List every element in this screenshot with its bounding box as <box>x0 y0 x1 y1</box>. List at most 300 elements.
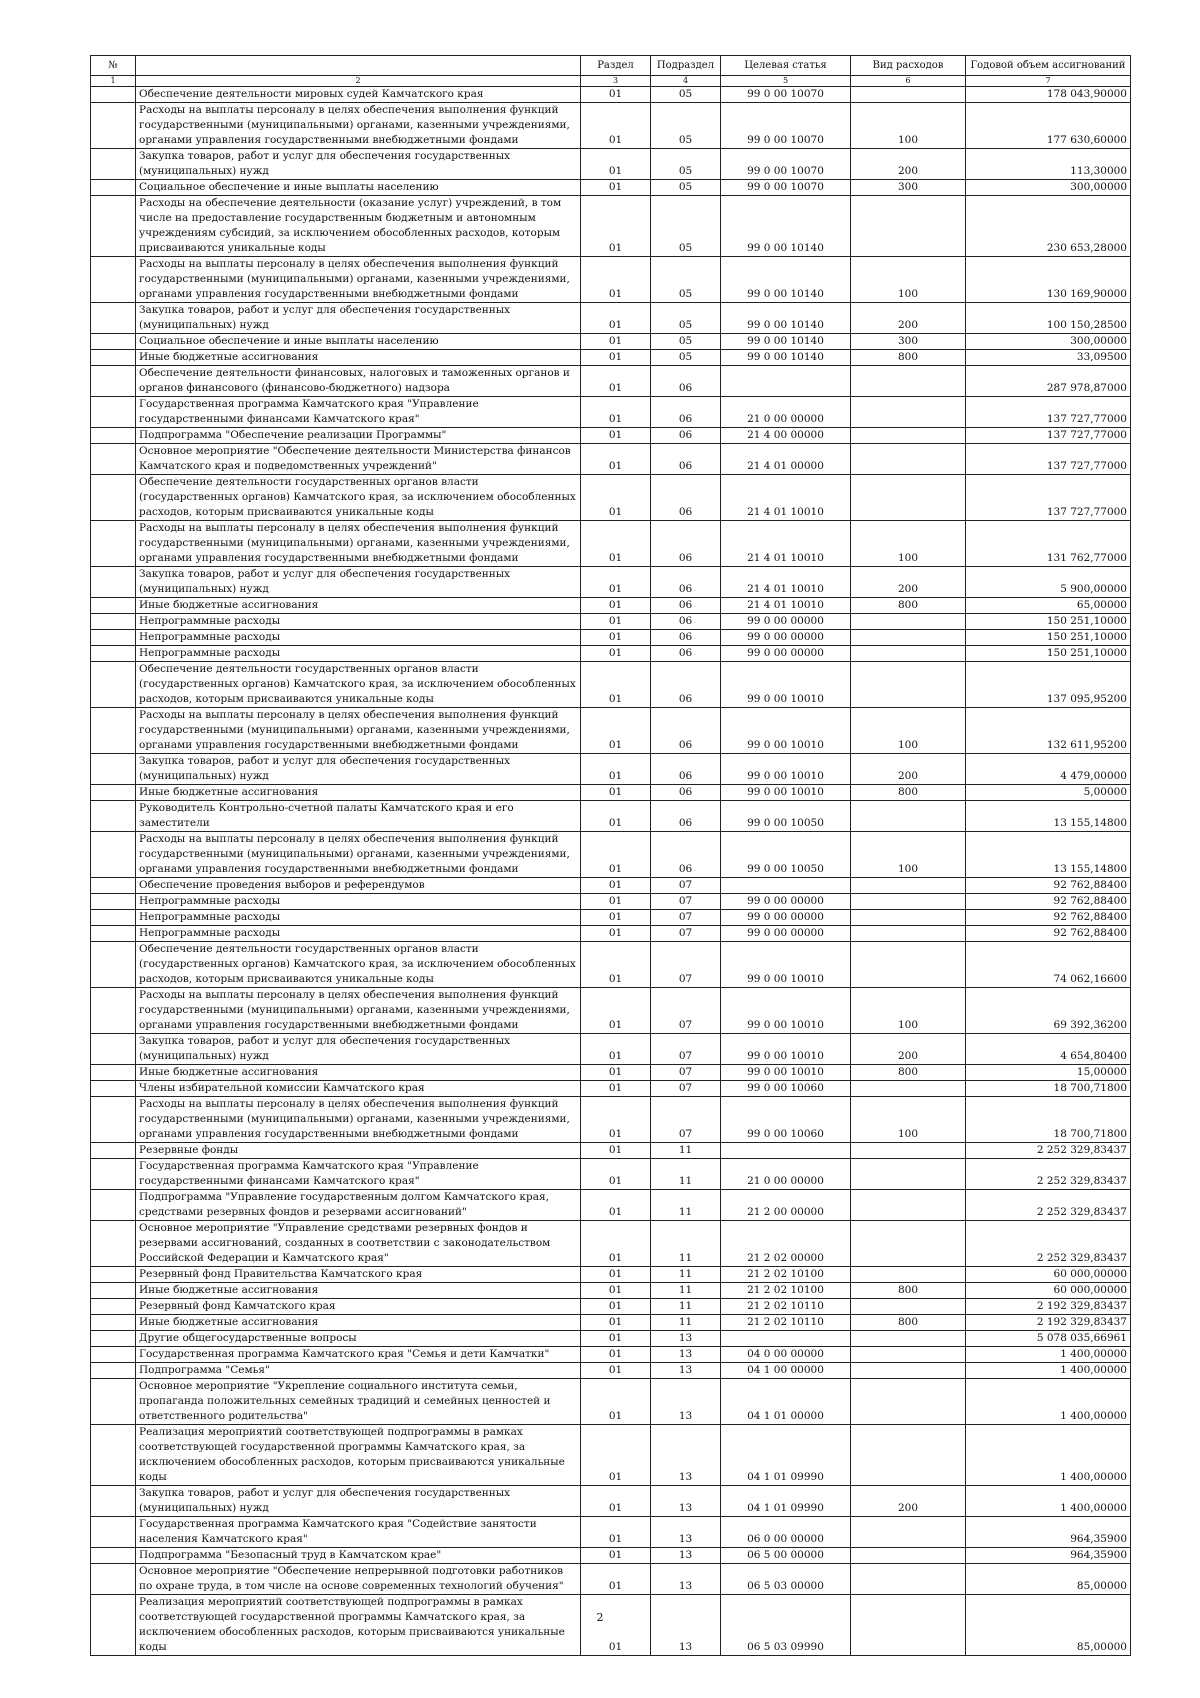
cell-amount: 964,35900 <box>966 1548 1131 1564</box>
cell-name: Иные бюджетные ассигнования <box>136 598 581 614</box>
table-row <box>91 1517 1131 1548</box>
cell-target: 99 0 00 00000 <box>721 926 851 942</box>
cell-target: 99 0 00 10060 <box>721 1097 851 1143</box>
cell-amount: 2 252 329,83437 <box>966 1221 1131 1267</box>
cell-podrazdel: 13 <box>651 1347 721 1363</box>
cell-amount: 92 762,88400 <box>966 926 1131 942</box>
cell-vid: 100 <box>851 257 966 303</box>
cell-razdel: 01 <box>581 754 651 785</box>
table-row <box>91 894 1131 910</box>
cell-podrazdel: 05 <box>651 334 721 350</box>
cell-razdel: 01 <box>581 614 651 630</box>
cell-razdel: 01 <box>581 521 651 567</box>
table-row <box>91 785 1131 801</box>
cell-amount: 92 762,88400 <box>966 894 1131 910</box>
cell-num <box>91 257 136 303</box>
cell-razdel: 01 <box>581 1081 651 1097</box>
cell-amount: 130 169,90000 <box>966 257 1131 303</box>
cell-num <box>91 1159 136 1190</box>
cell-amount: 2 192 329,83437 <box>966 1299 1131 1315</box>
cell-vid <box>851 1363 966 1379</box>
cell-podrazdel: 06 <box>651 646 721 662</box>
header-col-number: 6 <box>851 76 966 87</box>
cell-name: Закупка товаров, работ и услуг для обеспечения государственных (муниципальных) нужд <box>136 1034 581 1065</box>
header-name <box>136 56 581 76</box>
cell-razdel: 01 <box>581 1564 651 1595</box>
table-row <box>91 521 1131 567</box>
cell-name: Закупка товаров, работ и услуг для обеспечения государственных (муниципальных) нужд <box>136 149 581 180</box>
cell-target: 21 0 00 00000 <box>721 1159 851 1190</box>
cell-name: Основное мероприятие "Укрепление социального института семьи, пропаганда положительных семейных традиций и семейных ценностей и ответственного родительства" <box>136 1379 581 1425</box>
cell-vid <box>851 1517 966 1548</box>
cell-amount: 5 078 035,66961 <box>966 1331 1131 1347</box>
cell-num <box>91 1267 136 1283</box>
cell-amount: 92 762,88400 <box>966 878 1131 894</box>
cell-razdel: 01 <box>581 103 651 149</box>
cell-target: 21 4 01 10010 <box>721 567 851 598</box>
cell-vid <box>851 1143 966 1159</box>
cell-num <box>91 630 136 646</box>
cell-podrazdel: 06 <box>651 708 721 754</box>
cell-podrazdel: 05 <box>651 303 721 334</box>
cell-target: 21 2 00 00000 <box>721 1190 851 1221</box>
cell-target: 21 4 01 10010 <box>721 521 851 567</box>
cell-target: 99 0 00 10070 <box>721 103 851 149</box>
cell-name: Непрограммные расходы <box>136 630 581 646</box>
cell-vid <box>851 942 966 988</box>
table-row <box>91 1486 1131 1517</box>
cell-razdel: 01 <box>581 428 651 444</box>
cell-razdel: 01 <box>581 1363 651 1379</box>
cell-razdel: 01 <box>581 708 651 754</box>
table-row <box>91 988 1131 1034</box>
cell-num <box>91 1425 136 1486</box>
cell-amount: 1 400,00000 <box>966 1486 1131 1517</box>
cell-amount: 60 000,00000 <box>966 1283 1131 1299</box>
cell-target: 21 2 02 10110 <box>721 1315 851 1331</box>
cell-amount: 13 155,14800 <box>966 801 1131 832</box>
cell-name: Резервные фонды <box>136 1143 581 1159</box>
cell-target: 99 0 00 10010 <box>721 662 851 708</box>
cell-num <box>91 754 136 785</box>
cell-podrazdel: 05 <box>651 149 721 180</box>
table-row <box>91 1363 1131 1379</box>
cell-amount: 300,00000 <box>966 180 1131 196</box>
header-target: Целевая статья <box>721 56 851 76</box>
cell-num <box>91 475 136 521</box>
cell-num <box>91 103 136 149</box>
cell-target: 21 4 01 10010 <box>721 475 851 521</box>
cell-vid <box>851 444 966 475</box>
cell-num <box>91 878 136 894</box>
cell-podrazdel: 07 <box>651 1034 721 1065</box>
cell-amount: 85,00000 <box>966 1564 1131 1595</box>
cell-razdel: 01 <box>581 475 651 521</box>
cell-vid: 800 <box>851 785 966 801</box>
cell-name: Основное мероприятие "Обеспечение непрерывной подготовки работников по охране труда, в том числе на основе современных технологий обучения" <box>136 1564 581 1595</box>
cell-num <box>91 1347 136 1363</box>
cell-amount: 2 252 329,83437 <box>966 1143 1131 1159</box>
cell-amount: 1 400,00000 <box>966 1347 1131 1363</box>
cell-vid <box>851 646 966 662</box>
table-row <box>91 1331 1131 1347</box>
budget-table <box>90 55 1131 1656</box>
cell-razdel: 01 <box>581 350 651 366</box>
header-podrazdel: Подраздел <box>651 56 721 76</box>
cell-amount: 65,00000 <box>966 598 1131 614</box>
table-row <box>91 646 1131 662</box>
cell-amount: 137 095,95200 <box>966 662 1131 708</box>
cell-vid <box>851 1081 966 1097</box>
cell-name: Социальное обеспечение и иные выплаты населению <box>136 334 581 350</box>
header-razdel: Раздел <box>581 56 651 76</box>
cell-target: 21 4 01 10010 <box>721 598 851 614</box>
cell-target: 99 0 00 10140 <box>721 196 851 257</box>
cell-vid <box>851 366 966 397</box>
table-row <box>91 1143 1131 1159</box>
cell-num <box>91 598 136 614</box>
cell-razdel: 01 <box>581 1267 651 1283</box>
cell-podrazdel: 07 <box>651 942 721 988</box>
cell-vid: 200 <box>851 567 966 598</box>
cell-target: 04 1 01 09990 <box>721 1486 851 1517</box>
cell-razdel: 01 <box>581 926 651 942</box>
cell-podrazdel: 06 <box>651 614 721 630</box>
cell-target: 99 0 00 10010 <box>721 1065 851 1081</box>
cell-name: Обеспечение деятельности государственных органов власти (государственных органов) Камчатского края, за исключением обособленных расходов, которым присваиваются уникальные коды <box>136 942 581 988</box>
cell-podrazdel: 06 <box>651 832 721 878</box>
cell-podrazdel: 05 <box>651 103 721 149</box>
cell-num <box>91 662 136 708</box>
cell-name: Закупка товаров, работ и услуг для обеспечения государственных (муниципальных) нужд <box>136 1486 581 1517</box>
cell-vid: 800 <box>851 598 966 614</box>
table-row <box>91 708 1131 754</box>
cell-podrazdel: 06 <box>651 567 721 598</box>
cell-name: Государственная программа Камчатского края "Управление государственными финансами Камчатского края" <box>136 397 581 428</box>
cell-podrazdel: 13 <box>651 1595 721 1656</box>
cell-target <box>721 1143 851 1159</box>
cell-num <box>91 149 136 180</box>
cell-target: 99 0 00 10010 <box>721 754 851 785</box>
cell-amount: 15,00000 <box>966 1065 1131 1081</box>
cell-podrazdel: 05 <box>651 257 721 303</box>
cell-razdel: 01 <box>581 1315 651 1331</box>
cell-razdel: 01 <box>581 303 651 334</box>
table-row <box>91 1379 1131 1425</box>
table-row <box>91 1190 1131 1221</box>
cell-podrazdel: 07 <box>651 1065 721 1081</box>
cell-vid <box>851 1299 966 1315</box>
table-row <box>91 754 1131 785</box>
cell-num <box>91 1363 136 1379</box>
cell-num <box>91 1564 136 1595</box>
cell-razdel: 01 <box>581 1159 651 1190</box>
header-vid: Вид расходов <box>851 56 966 76</box>
table-row <box>91 1315 1131 1331</box>
cell-name: Обеспечение проведения выборов и референдумов <box>136 878 581 894</box>
table-row <box>91 1097 1131 1143</box>
cell-name: Расходы на выплаты персоналу в целях обеспечения выполнения функций государственными (муниципальными) органами, казенными учреждениями, органами управления государственными внебюджетными фондами <box>136 832 581 878</box>
cell-podrazdel: 06 <box>651 662 721 708</box>
cell-amount: 92 762,88400 <box>966 910 1131 926</box>
cell-podrazdel: 13 <box>651 1486 721 1517</box>
cell-podrazdel: 07 <box>651 1081 721 1097</box>
table-row <box>91 1595 1131 1656</box>
cell-podrazdel: 07 <box>651 926 721 942</box>
header-col-number: 4 <box>651 76 721 87</box>
cell-vid <box>851 878 966 894</box>
cell-num <box>91 196 136 257</box>
cell-amount: 132 611,95200 <box>966 708 1131 754</box>
cell-target: 99 0 00 10070 <box>721 149 851 180</box>
cell-target: 99 0 00 00000 <box>721 910 851 926</box>
cell-vid <box>851 801 966 832</box>
cell-razdel: 01 <box>581 334 651 350</box>
cell-name: Другие общегосударственные вопросы <box>136 1331 581 1347</box>
cell-vid <box>851 87 966 103</box>
cell-podrazdel: 07 <box>651 894 721 910</box>
table-row <box>91 926 1131 942</box>
cell-num <box>91 1517 136 1548</box>
table-row <box>91 832 1131 878</box>
cell-vid: 100 <box>851 708 966 754</box>
cell-razdel: 01 <box>581 1221 651 1267</box>
cell-amount: 230 653,28000 <box>966 196 1131 257</box>
cell-vid <box>851 910 966 926</box>
cell-amount: 137 727,77000 <box>966 475 1131 521</box>
cell-razdel: 01 <box>581 180 651 196</box>
cell-num <box>91 87 136 103</box>
cell-num <box>91 1331 136 1347</box>
cell-amount: 69 392,36200 <box>966 988 1131 1034</box>
cell-target: 99 0 00 10070 <box>721 87 851 103</box>
cell-vid <box>851 662 966 708</box>
cell-target: 99 0 00 10010 <box>721 1034 851 1065</box>
cell-num <box>91 1143 136 1159</box>
cell-razdel: 01 <box>581 801 651 832</box>
cell-target: 99 0 00 10140 <box>721 257 851 303</box>
cell-vid <box>851 1379 966 1425</box>
table-row <box>91 1548 1131 1564</box>
cell-vid <box>851 1190 966 1221</box>
table-row <box>91 801 1131 832</box>
cell-num <box>91 1315 136 1331</box>
cell-podrazdel: 06 <box>651 785 721 801</box>
cell-podrazdel: 13 <box>651 1564 721 1595</box>
cell-name: Члены избирательной комиссии Камчатского края <box>136 1081 581 1097</box>
table-row <box>91 567 1131 598</box>
cell-name: Подпрограмма "Управление государственным долгом Камчатского края, средствами резервных фондов и резервами ассигнований" <box>136 1190 581 1221</box>
cell-num <box>91 521 136 567</box>
table-row <box>91 1267 1131 1283</box>
table-row <box>91 1347 1131 1363</box>
cell-vid: 200 <box>851 149 966 180</box>
cell-num <box>91 708 136 754</box>
cell-name: Обеспечение деятельности финансовых, налоговых и таможенных органов и органов финансового (финансово-бюджетного) надзора <box>136 366 581 397</box>
cell-amount: 5,00000 <box>966 785 1131 801</box>
header-col-number: 1 <box>91 76 136 87</box>
cell-podrazdel: 13 <box>651 1548 721 1564</box>
cell-amount: 13 155,14800 <box>966 832 1131 878</box>
cell-target: 99 0 00 10060 <box>721 1081 851 1097</box>
cell-amount: 33,09500 <box>966 350 1131 366</box>
table-row <box>91 1564 1131 1595</box>
cell-num <box>91 1190 136 1221</box>
cell-num <box>91 366 136 397</box>
cell-vid <box>851 630 966 646</box>
cell-num <box>91 350 136 366</box>
cell-razdel: 01 <box>581 942 651 988</box>
cell-num <box>91 1065 136 1081</box>
cell-razdel: 01 <box>581 196 651 257</box>
cell-name: Иные бюджетные ассигнования <box>136 1315 581 1331</box>
cell-razdel: 01 <box>581 257 651 303</box>
cell-target: 99 0 00 00000 <box>721 894 851 910</box>
cell-razdel: 01 <box>581 785 651 801</box>
cell-target: 06 5 03 09990 <box>721 1595 851 1656</box>
cell-razdel: 01 <box>581 878 651 894</box>
cell-name: Закупка товаров, работ и услуг для обеспечения государственных (муниципальных) нужд <box>136 754 581 785</box>
cell-num <box>91 1486 136 1517</box>
cell-name: Обеспечение деятельности государственных органов власти (государственных органов) Камчатского края, за исключением обособленных расходов, которым присваиваются уникальные коды <box>136 662 581 708</box>
cell-razdel: 01 <box>581 567 651 598</box>
cell-num <box>91 926 136 942</box>
cell-num <box>91 444 136 475</box>
cell-name: Непрограммные расходы <box>136 910 581 926</box>
cell-num <box>91 1379 136 1425</box>
cell-target: 99 0 00 10140 <box>721 303 851 334</box>
cell-podrazdel: 05 <box>651 350 721 366</box>
cell-amount: 137 727,77000 <box>966 397 1131 428</box>
cell-vid: 300 <box>851 180 966 196</box>
cell-name: Закупка товаров, работ и услуг для обеспечения государственных (муниципальных) нужд <box>136 303 581 334</box>
cell-target: 04 1 00 00000 <box>721 1363 851 1379</box>
cell-num <box>91 832 136 878</box>
cell-num <box>91 1299 136 1315</box>
cell-amount: 150 251,10000 <box>966 646 1131 662</box>
cell-target: 04 0 00 00000 <box>721 1347 851 1363</box>
cell-podrazdel: 11 <box>651 1143 721 1159</box>
cell-name: Расходы на обеспечение деятельности (оказание услуг) учреждений, в том числе на предоставление государственным бюджетным и автономным учреждениям субсидий, за исключением обособленных расходов, которым присваиваются уникальные коды <box>136 196 581 257</box>
cell-target: 99 0 00 10140 <box>721 350 851 366</box>
cell-vid: 100 <box>851 103 966 149</box>
table-row <box>91 910 1131 926</box>
cell-vid: 800 <box>851 1315 966 1331</box>
cell-num <box>91 180 136 196</box>
cell-razdel: 01 <box>581 1425 651 1486</box>
cell-num <box>91 428 136 444</box>
cell-vid <box>851 614 966 630</box>
table-row <box>91 366 1131 397</box>
cell-num <box>91 894 136 910</box>
cell-name: Основное мероприятие "Обеспечение деятельности Министерства финансов Камчатского края и подведомственных учреждений" <box>136 444 581 475</box>
cell-num <box>91 785 136 801</box>
cell-name: Реализация мероприятий соответствующей подпрограммы в рамках соответствующей государственной программы Камчатского края, за исключением обособленных расходов, которым присваиваются уникальные коды <box>136 1595 581 1656</box>
cell-amount: 85,00000 <box>966 1595 1131 1656</box>
cell-name: Обеспечение деятельности государственных органов власти (государственных органов) Камчатского края, за исключением обособленных расходов, которым присваиваются уникальные коды <box>136 475 581 521</box>
cell-name: Закупка товаров, работ и услуг для обеспечения государственных (муниципальных) нужд <box>136 567 581 598</box>
cell-target: 21 4 01 00000 <box>721 444 851 475</box>
cell-vid: 100 <box>851 521 966 567</box>
cell-podrazdel: 05 <box>651 87 721 103</box>
cell-amount: 2 192 329,83437 <box>966 1315 1131 1331</box>
cell-target: 99 0 00 00000 <box>721 630 851 646</box>
cell-razdel: 01 <box>581 1548 651 1564</box>
cell-razdel: 01 <box>581 894 651 910</box>
cell-name: Расходы на выплаты персоналу в целях обеспечения выполнения функций государственными (муниципальными) органами, казенными учреждениями, органами управления государственными внебюджетными фондами <box>136 103 581 149</box>
cell-podrazdel: 13 <box>651 1517 721 1548</box>
cell-razdel: 01 <box>581 988 651 1034</box>
cell-name: Реализация мероприятий соответствующей подпрограммы в рамках соответствующей государственной программы Камчатского края, за исключением обособленных расходов, которым присваиваются уникальные коды <box>136 1425 581 1486</box>
cell-podrazdel: 06 <box>651 754 721 785</box>
cell-name: Иные бюджетные ассигнования <box>136 785 581 801</box>
cell-name: Иные бюджетные ассигнования <box>136 1065 581 1081</box>
table-row <box>91 87 1131 103</box>
cell-vid <box>851 475 966 521</box>
cell-podrazdel: 06 <box>651 444 721 475</box>
cell-vid: 100 <box>851 988 966 1034</box>
cell-target: 06 0 00 00000 <box>721 1517 851 1548</box>
table-row <box>91 444 1131 475</box>
cell-num <box>91 1097 136 1143</box>
table-row <box>91 1221 1131 1267</box>
cell-target: 99 0 00 10010 <box>721 785 851 801</box>
cell-name: Подпрограмма "Безопасный труд в Камчатском крае" <box>136 1548 581 1564</box>
table-row <box>91 630 1131 646</box>
cell-razdel: 01 <box>581 646 651 662</box>
cell-num <box>91 1283 136 1299</box>
cell-name: Государственная программа Камчатского края "Содействие занятости населения Камчатского края" <box>136 1517 581 1548</box>
cell-target: 21 2 02 10110 <box>721 1299 851 1315</box>
cell-podrazdel: 07 <box>651 988 721 1034</box>
cell-target: 99 0 00 10070 <box>721 180 851 196</box>
cell-vid: 100 <box>851 832 966 878</box>
table-row <box>91 428 1131 444</box>
cell-name: Подпрограмма "Семья" <box>136 1363 581 1379</box>
cell-vid <box>851 397 966 428</box>
table-body <box>91 87 1131 1656</box>
cell-target: 06 5 03 00000 <box>721 1564 851 1595</box>
cell-target: 21 2 02 10100 <box>721 1283 851 1299</box>
cell-amount: 1 400,00000 <box>966 1379 1131 1425</box>
cell-amount: 137 727,77000 <box>966 444 1131 475</box>
cell-target: 21 2 02 10100 <box>721 1267 851 1283</box>
table-row <box>91 180 1131 196</box>
cell-amount: 131 762,77000 <box>966 521 1131 567</box>
cell-target: 99 0 00 10050 <box>721 801 851 832</box>
cell-amount: 287 978,87000 <box>966 366 1131 397</box>
cell-num <box>91 397 136 428</box>
cell-amount: 60 000,00000 <box>966 1267 1131 1283</box>
cell-num <box>91 334 136 350</box>
header-numbers-row <box>91 76 1131 87</box>
cell-target: 99 0 00 00000 <box>721 614 851 630</box>
cell-podrazdel: 06 <box>651 630 721 646</box>
cell-name: Расходы на выплаты персоналу в целях обеспечения выполнения функций государственными (муниципальными) органами, казенными учреждениями, органами управления государственными внебюджетными фондами <box>136 521 581 567</box>
cell-name: Иные бюджетные ассигнования <box>136 350 581 366</box>
cell-razdel: 01 <box>581 1034 651 1065</box>
cell-razdel: 01 <box>581 662 651 708</box>
cell-vid <box>851 1331 966 1347</box>
cell-num <box>91 988 136 1034</box>
cell-razdel: 01 <box>581 1097 651 1143</box>
cell-vid <box>851 1564 966 1595</box>
cell-num <box>91 567 136 598</box>
cell-podrazdel: 06 <box>651 428 721 444</box>
table-row <box>91 257 1131 303</box>
cell-name: Иные бюджетные ассигнования <box>136 1283 581 1299</box>
cell-amount: 18 700,71800 <box>966 1097 1131 1143</box>
